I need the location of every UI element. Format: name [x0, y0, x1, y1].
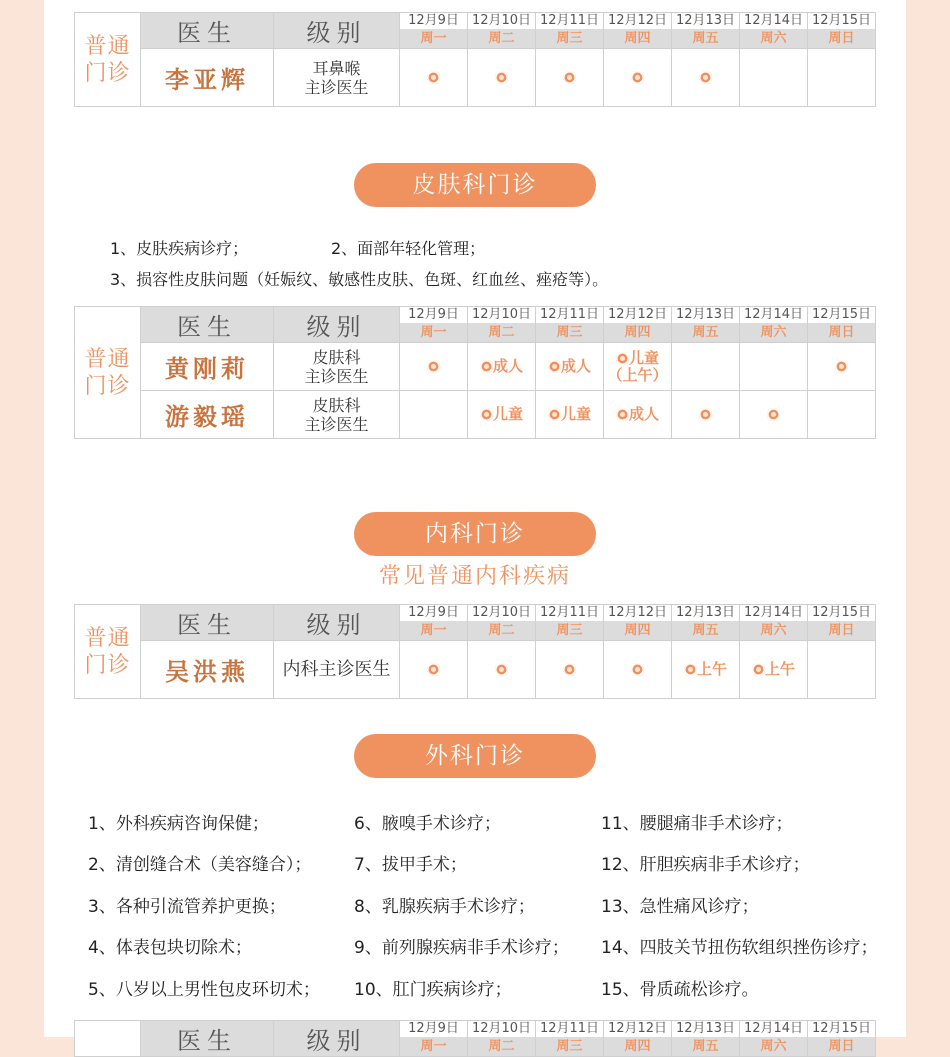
- date-cell: 12月11日: [536, 13, 604, 30]
- header-doctor: 医生: [141, 1021, 274, 1057]
- clinic-open-dot-icon: [699, 71, 712, 84]
- header-level: 级别: [274, 605, 400, 641]
- surgery-service: 4、体表包块切除术；: [88, 938, 252, 958]
- weekday-cell: 周三: [536, 621, 604, 640]
- internal-schedule-table: [74, 604, 876, 699]
- ent-schedule-table: [74, 12, 876, 107]
- clinic-open-dot-icon: [548, 360, 561, 373]
- header-doctor: 医生: [141, 13, 274, 49]
- schedule-cell: [400, 343, 468, 391]
- weekday-cell: 周一: [400, 621, 468, 640]
- schedule-label: 儿童: [628, 348, 659, 367]
- weekday-cell: 周二: [468, 29, 536, 48]
- weekday-cell: 周日: [808, 621, 876, 640]
- surgery-service: 5、八岁以上男性包皮环切术；: [88, 980, 320, 1000]
- clinic-open-dot-icon: [480, 408, 493, 421]
- header-level: 级别: [274, 13, 400, 49]
- internal-section-title: 内科门诊: [354, 512, 596, 556]
- schedule-label: 成人: [560, 357, 591, 375]
- header-level: 级别: [274, 307, 400, 343]
- date-cell: 12月10日: [468, 13, 536, 30]
- doctor-level: 耳鼻喉 主诊医生: [274, 49, 400, 107]
- clinic-open-dot-icon: [495, 71, 508, 84]
- weekday-cell: 周一: [400, 1037, 468, 1056]
- clinic-open-dot-icon: [548, 408, 561, 421]
- schedule-cell: [672, 641, 740, 699]
- clinic-open-dot-icon: [631, 663, 644, 676]
- schedule-cell: [672, 49, 740, 107]
- schedule-cell: [604, 391, 672, 439]
- doctor-name: 吴洪燕: [141, 641, 274, 699]
- schedule-label: 成人: [628, 405, 659, 423]
- surgery-service: 10、肛门疾病诊疗；: [354, 980, 512, 1000]
- date-cell: 12月11日: [536, 307, 604, 324]
- date-cell: 12月11日: [536, 605, 604, 622]
- date-cell: 12月10日: [468, 605, 536, 622]
- surgery-service: 11、腰腿痛非手术诊疗；: [601, 814, 793, 834]
- surgery-service: 9、前列腺疾病非手术诊疗；: [354, 938, 569, 958]
- header-doctor: 医生: [141, 605, 274, 641]
- date-cell: 12月14日: [740, 605, 808, 622]
- weekday-cell: 周日: [808, 323, 876, 342]
- surgery-service: 14、四肢关节扭伤软组织挫伤诊疗；: [601, 938, 878, 958]
- schedule-cell: [740, 343, 808, 391]
- schedule-cell: [740, 391, 808, 439]
- clinic-type: [75, 1021, 141, 1057]
- date-cell: 12月14日: [740, 307, 808, 324]
- schedule-cell: [740, 641, 808, 699]
- date-cell: 12月12日: [604, 307, 672, 324]
- schedule-cell: [672, 391, 740, 439]
- date-cell: 12月9日: [400, 13, 468, 30]
- weekday-cell: 周六: [740, 1037, 808, 1056]
- derm-service-3: 3、损容性皮肤问题（妊娠纹、敏感性皮肤、色斑、红血丝、痤疮等）。: [110, 270, 609, 289]
- weekday-cell: 周四: [604, 1037, 672, 1056]
- derm-schedule-table: [74, 306, 876, 439]
- schedule-note: （上午）: [607, 365, 668, 384]
- weekday-cell: 周六: [740, 29, 808, 48]
- schedule-cell: [808, 49, 876, 107]
- doctor-name: 李亚辉: [141, 49, 274, 107]
- date-cell: 12月13日: [672, 605, 740, 622]
- schedule-label: 成人: [492, 357, 523, 375]
- date-cell: 12月15日: [808, 1021, 876, 1038]
- clinic-type: 普通门诊: [75, 13, 141, 107]
- schedule-cell: [672, 343, 740, 391]
- schedule-cell: [536, 391, 604, 439]
- weekday-cell: 周一: [400, 29, 468, 48]
- schedule-cell: [604, 49, 672, 107]
- schedule-cell: [468, 391, 536, 439]
- surgery-service: 13、急性痛风诊疗；: [601, 897, 759, 917]
- schedule-label: 上午: [696, 660, 727, 678]
- weekday-cell: 周三: [536, 29, 604, 48]
- clinic-open-dot-icon: [427, 663, 440, 676]
- header-doctor: 医生: [141, 307, 274, 343]
- weekday-cell: 周三: [536, 1037, 604, 1056]
- derm-service-1: 1、皮肤疾病诊疗；: [110, 239, 249, 258]
- weekday-cell: 周五: [672, 323, 740, 342]
- surgery-service: 3、各种引流管养护更换；: [88, 897, 286, 917]
- derm-service-2: 2、面部年轻化管理；: [331, 239, 486, 258]
- schedule-cell: [604, 343, 672, 391]
- surgery-service: 8、乳腺疾病手术诊疗；: [354, 897, 535, 917]
- schedule-cell: [808, 641, 876, 699]
- date-cell: 12月14日: [740, 13, 808, 30]
- internal-subtitle: 常见普通内科疾病: [378, 564, 571, 589]
- date-cell: 12月10日: [468, 1021, 536, 1038]
- surgery-service: 7、拔甲手术；: [354, 855, 467, 875]
- schedule-cell: [536, 343, 604, 391]
- doctor-name: 黄刚莉: [141, 343, 274, 391]
- clinic-type: 普通门诊: [75, 307, 141, 439]
- clinic-open-dot-icon: [616, 352, 629, 365]
- date-cell: 12月10日: [468, 307, 536, 324]
- surgery-service: 1、外科疾病咨询保健；: [88, 814, 269, 834]
- schedule-cell: [400, 49, 468, 107]
- surgery-schedule-table: [74, 1020, 876, 1057]
- schedule-cell: [740, 49, 808, 107]
- clinic-open-dot-icon: [767, 408, 780, 421]
- weekday-cell: 周六: [740, 323, 808, 342]
- weekday-cell: 周一: [400, 323, 468, 342]
- schedule-label: 上午: [764, 660, 795, 678]
- weekday-cell: 周日: [808, 29, 876, 48]
- weekday-cell: 周二: [468, 323, 536, 342]
- weekday-cell: 周四: [604, 29, 672, 48]
- weekday-cell: 周六: [740, 621, 808, 640]
- doctor-level: 皮肤科 主诊医生: [274, 343, 400, 391]
- clinic-open-dot-icon: [427, 360, 440, 373]
- date-cell: 12月13日: [672, 307, 740, 324]
- clinic-type: 普通门诊: [75, 605, 141, 699]
- weekday-cell: 周五: [672, 621, 740, 640]
- date-cell: 12月14日: [740, 1021, 808, 1038]
- clinic-open-dot-icon: [427, 71, 440, 84]
- clinic-open-dot-icon: [631, 71, 644, 84]
- schedule-cell: [468, 49, 536, 107]
- weekday-cell: 周二: [468, 621, 536, 640]
- date-cell: 12月12日: [604, 13, 672, 30]
- clinic-open-dot-icon: [835, 360, 848, 373]
- schedule-label: 儿童: [492, 405, 523, 423]
- header-level: 级别: [274, 1021, 400, 1057]
- weekday-cell: 周四: [604, 323, 672, 342]
- clinic-open-dot-icon: [495, 663, 508, 676]
- surgery-service: 12、肝胆疾病非手术诊疗；: [601, 855, 810, 875]
- schedule-cell: [808, 391, 876, 439]
- schedule-cell: [536, 641, 604, 699]
- date-cell: 12月13日: [672, 13, 740, 30]
- date-cell: 12月11日: [536, 1021, 604, 1038]
- surgery-service: 2、清创缝合术（美容缝合）；: [88, 855, 312, 875]
- doctor-level: 皮肤科 主诊医生: [274, 391, 400, 439]
- clinic-open-dot-icon: [752, 663, 765, 676]
- surgery-service: 15、骨质疏松诊疗。: [601, 980, 759, 1000]
- schedule-cell: [400, 641, 468, 699]
- weekday-cell: 周四: [604, 621, 672, 640]
- schedule-label: 儿童: [560, 405, 591, 423]
- date-cell: 12月9日: [400, 307, 468, 324]
- clinic-open-dot-icon: [563, 663, 576, 676]
- schedule-cell: [536, 49, 604, 107]
- weekday-cell: 周五: [672, 1037, 740, 1056]
- doctor-level: 内科主诊医生: [274, 641, 400, 699]
- weekday-cell: 周三: [536, 323, 604, 342]
- schedule-cell: [468, 641, 536, 699]
- date-cell: 12月12日: [604, 1021, 672, 1038]
- weekday-cell: 周二: [468, 1037, 536, 1056]
- clinic-open-dot-icon: [684, 663, 697, 676]
- date-cell: 12月15日: [808, 307, 876, 324]
- date-cell: 12月15日: [808, 13, 876, 30]
- schedule-cell: [604, 641, 672, 699]
- derm-section-title: 皮肤科门诊: [354, 163, 596, 207]
- schedule-cell: [400, 391, 468, 439]
- clinic-open-dot-icon: [699, 408, 712, 421]
- schedule-cell: [468, 343, 536, 391]
- date-cell: 12月12日: [604, 605, 672, 622]
- date-cell: 12月13日: [672, 1021, 740, 1038]
- clinic-open-dot-icon: [616, 408, 629, 421]
- date-cell: 12月15日: [808, 605, 876, 622]
- doctor-name: 游毅瑶: [141, 391, 274, 439]
- clinic-open-dot-icon: [563, 71, 576, 84]
- weekday-cell: 周日: [808, 1037, 876, 1056]
- date-cell: 12月9日: [400, 1021, 468, 1038]
- schedule-cell: [808, 343, 876, 391]
- surgery-service: 6、腋嗅手术诊疗；: [354, 814, 501, 834]
- date-cell: 12月9日: [400, 605, 468, 622]
- surgery-section-title: 外科门诊: [354, 734, 596, 778]
- weekday-cell: 周五: [672, 29, 740, 48]
- clinic-open-dot-icon: [480, 360, 493, 373]
